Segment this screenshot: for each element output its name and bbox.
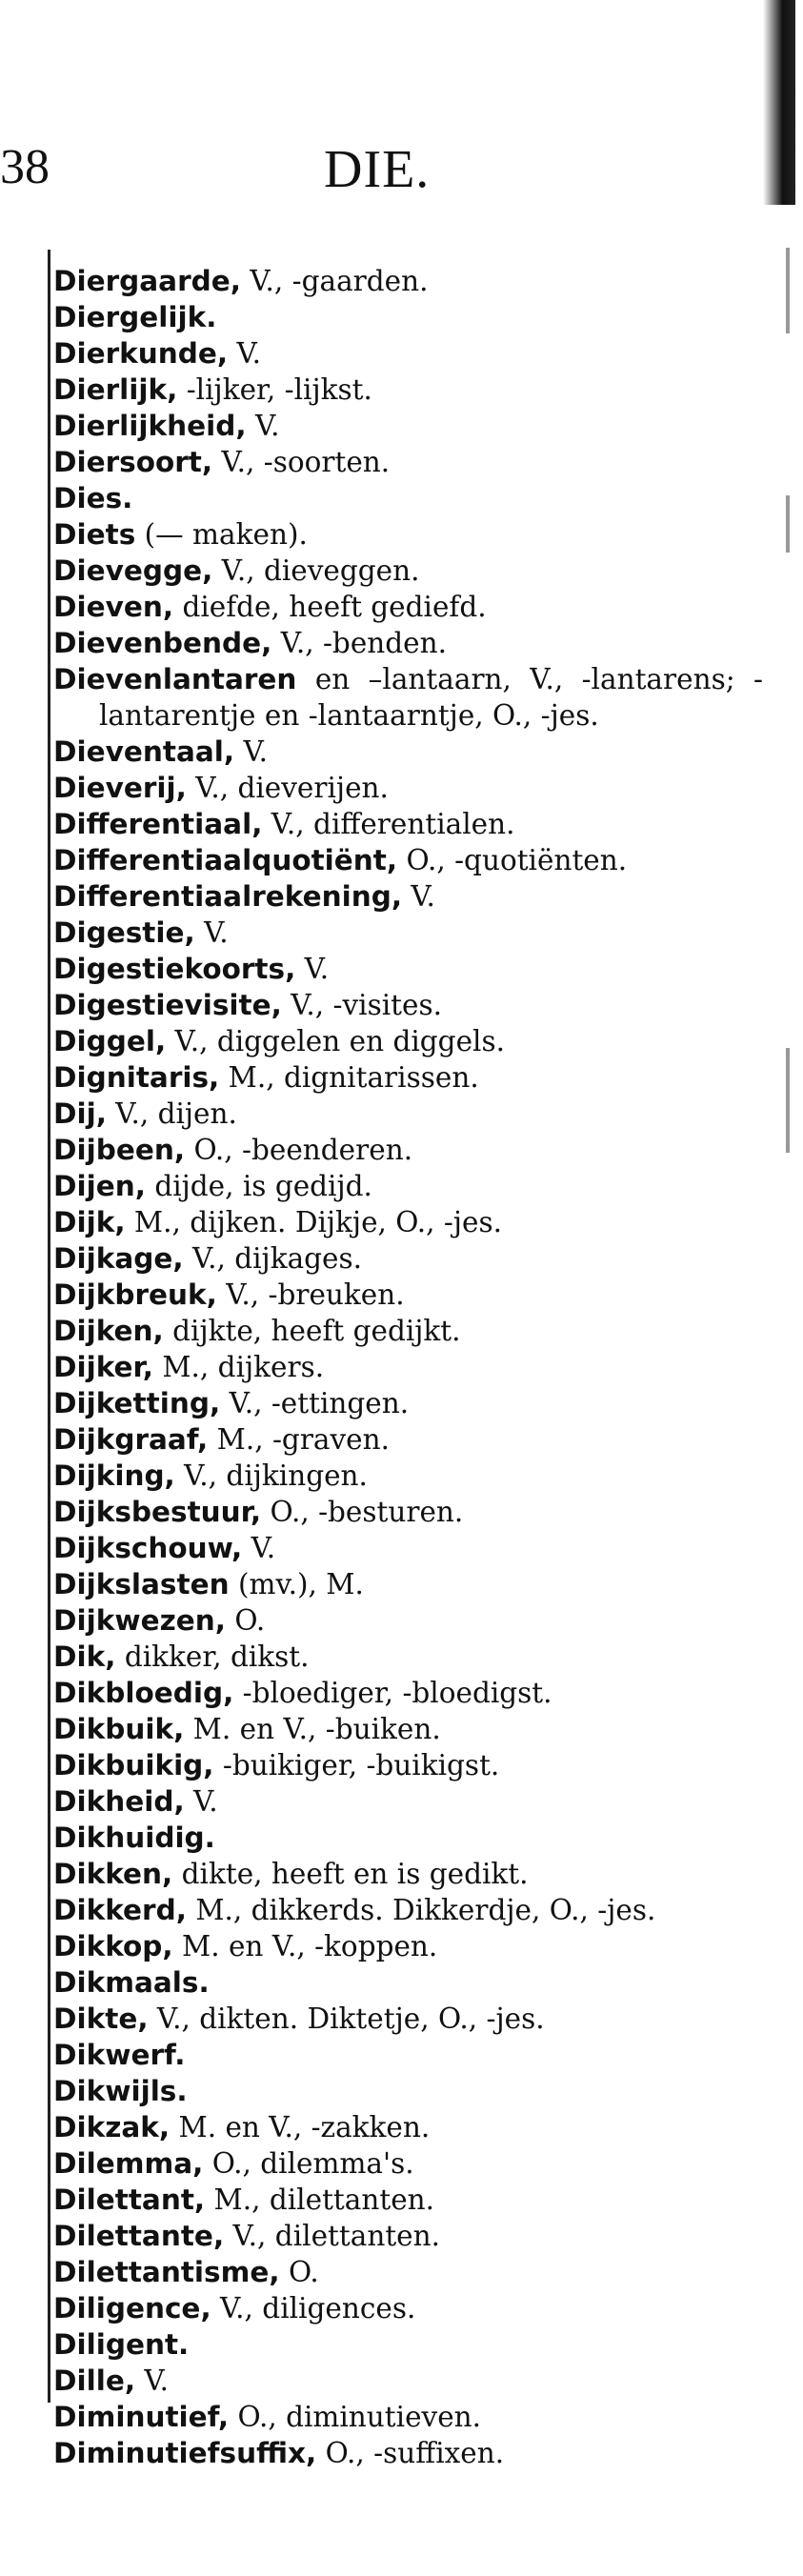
binding-speck — [786, 248, 790, 333]
dictionary-entry — [53, 1964, 763, 2001]
dictionary-entry — [53, 1023, 763, 1059]
entry-definition: dikte, heeft en is gedikt. — [172, 1858, 529, 1890]
dictionary-entry — [53, 1313, 763, 1349]
entry-headword: Dignitaris, — [53, 1061, 220, 1094]
entry-headword: Differentiaalrekening, — [53, 880, 403, 913]
dictionary-entry — [53, 1349, 763, 1385]
entry-headword: Dikheid, — [53, 1785, 185, 1818]
dictionary-entry — [53, 372, 763, 408]
page-number: 38 — [0, 140, 50, 194]
dictionary-entry — [53, 842, 763, 878]
entry-headword: Diligent. — [53, 2328, 190, 2361]
entry-definition: en –lantaarn, V., -lantarens; -lantarentje en -lantaarntje, O., -jes. — [99, 663, 763, 732]
entry-headword: Dijking, — [53, 1459, 175, 1492]
dictionary-entry — [53, 951, 763, 987]
entry-headword: Dilettant, — [53, 2184, 206, 2216]
entry-headword: Dijkslasten — [53, 1568, 230, 1600]
entry-definition: V. — [295, 953, 330, 985]
entry-headword: Dijkschouw, — [53, 1532, 243, 1564]
entry-definition: V. — [402, 880, 435, 913]
dictionary-entry — [53, 1494, 763, 1530]
entry-definition: O., -besturen. — [261, 1496, 464, 1528]
dictionary-entry — [53, 2001, 763, 2037]
dictionary-entry — [53, 1385, 763, 1421]
entry-headword: Dikbloedig, — [53, 1677, 234, 1709]
entry-headword: Dikmaals. — [53, 1966, 210, 1999]
entry-headword: Dijkbreuk, — [53, 1278, 217, 1311]
dictionary-entry — [53, 1711, 763, 1747]
entry-definition: V. — [194, 916, 229, 949]
entry-definition: -bloediger, -bloedigst. — [233, 1677, 552, 1709]
entry-definition: V. — [234, 735, 268, 768]
binding-edge — [763, 0, 795, 205]
entry-headword: Differentiaalquotiënt, — [53, 844, 398, 876]
entry-definition: O., -suffixen. — [316, 2437, 505, 2469]
binding-speck — [786, 495, 790, 553]
dictionary-entry — [53, 1059, 763, 1096]
dictionary-entry — [53, 2254, 763, 2290]
entry-definition: O., diminutieven. — [229, 2401, 482, 2433]
binding-speck — [786, 1048, 790, 1153]
entry-definition: V. — [135, 2365, 169, 2397]
dictionary-entry — [53, 408, 763, 444]
entry-definition: V., dieverijen. — [186, 772, 389, 804]
entry-definition: O., -quotiënten. — [397, 844, 628, 876]
entry-headword: Dikwerf. — [53, 2039, 186, 2071]
entry-headword: Dij, — [53, 1097, 107, 1130]
entry-headword: Dievenlantaren — [53, 663, 297, 695]
entry-headword: Diggel, — [53, 1025, 167, 1057]
entry-definition: O., -beenderen. — [185, 1134, 413, 1166]
dictionary-entry — [53, 1132, 763, 1168]
dictionary-entry — [53, 661, 763, 734]
dictionary-entry — [53, 2145, 763, 2182]
entry-headword: Diergaarde, — [53, 265, 241, 297]
entry-headword: Dijketting, — [53, 1387, 221, 1419]
entry-headword: Dievegge, — [53, 554, 213, 587]
entry-headword: Dijbeen, — [53, 1134, 186, 1166]
entry-headword: Dierlijk, — [53, 373, 178, 406]
entry-definition: V., dijkages. — [183, 1242, 363, 1275]
entry-headword: Dijkgraaf, — [53, 1423, 209, 1456]
entry-headword: Dilemma, — [53, 2147, 204, 2180]
entry-definition: V., -ettingen. — [220, 1387, 410, 1419]
entry-headword: Dikkerd, — [53, 1894, 187, 1926]
entry-headword: Dikwijls. — [53, 2075, 188, 2107]
dictionary-entry — [53, 806, 763, 842]
dictionary-entry — [53, 299, 763, 335]
dictionary-entry — [53, 2109, 763, 2145]
entry-definition: V., -visites. — [281, 989, 442, 1021]
entry-definition: O. — [225, 1604, 266, 1637]
dictionary-entry — [53, 2435, 763, 2471]
entry-definition: diefde, heeft gediefd. — [173, 591, 487, 623]
entry-definition: V., dijen. — [106, 1097, 237, 1130]
entry-definition: V. — [242, 1532, 276, 1564]
entry-definition: M., dilettanten. — [205, 2184, 435, 2216]
dictionary-entry — [53, 2399, 763, 2435]
entry-definition: V., -gaarden. — [240, 265, 429, 297]
entry-definition: M. en V., -zakken. — [170, 2111, 431, 2143]
entry-definition: M., dignitarissen. — [219, 1061, 479, 1094]
dictionary-entry — [53, 734, 763, 770]
dictionary-entry — [53, 1639, 763, 1675]
dictionary-entry — [53, 1096, 763, 1132]
entry-headword: Dikbuik, — [53, 1713, 185, 1745]
entry-definition: V., dikten. Diktetje, O., -jes. — [148, 2002, 545, 2035]
dictionary-entry — [53, 878, 763, 915]
entry-definition: (mv.), M. — [229, 1568, 364, 1600]
entry-headword: Dierlijkheid, — [53, 410, 247, 442]
dictionary-entry — [53, 335, 763, 372]
entry-headword: Digestiekoorts, — [53, 953, 296, 985]
entry-definition: V., -benden. — [271, 627, 447, 659]
dictionary-entry — [53, 1240, 763, 1277]
dictionary-entry — [53, 444, 763, 480]
entry-headword: Dikbuikig, — [53, 1749, 214, 1781]
dictionary-entry — [53, 1856, 763, 1892]
entry-headword: Dievenbende, — [53, 627, 272, 659]
entry-headword: Dik, — [53, 1640, 116, 1673]
dictionary-entry — [53, 516, 763, 553]
entry-definition: M., dijkers. — [152, 1351, 325, 1383]
dictionary-entry — [53, 1928, 763, 1964]
entry-definition: M., -graven. — [208, 1423, 391, 1456]
dictionary-entry — [53, 625, 763, 661]
dictionary-entry — [53, 1602, 763, 1639]
dictionary-entry — [53, 480, 763, 516]
dictionary-entry — [53, 1675, 763, 1711]
dictionary-entry — [53, 1530, 763, 1566]
dictionary-entry — [53, 553, 763, 589]
entry-headword: Digestie, — [53, 916, 195, 949]
entry-headword: Dijker, — [53, 1351, 153, 1383]
entry-definition: V., dijkingen. — [174, 1459, 368, 1492]
entry-definition: V. — [246, 410, 280, 442]
dictionary-entry — [53, 987, 763, 1023]
entry-headword: Differentiaal, — [53, 808, 263, 840]
entry-headword: Dilettante, — [53, 2220, 225, 2252]
entry-definition: V. — [228, 337, 262, 370]
dictionary-entry — [53, 2037, 763, 2073]
entry-headword: Dijk, — [53, 1206, 126, 1238]
entry-headword: Dieventaal, — [53, 735, 235, 768]
entry-headword: Dikzak, — [53, 2111, 171, 2143]
entry-definition: V., -soorten. — [212, 446, 391, 478]
dictionary-entry — [53, 1421, 763, 1458]
entry-headword: Dille, — [53, 2365, 136, 2397]
entry-headword: Dieverij, — [53, 772, 187, 804]
dictionary-entry — [53, 1783, 763, 1820]
dictionary-entry — [53, 1277, 763, 1313]
entry-definition: M. en V., -koppen. — [172, 1930, 438, 1962]
entry-definition: dijde, is gedijd. — [145, 1170, 372, 1202]
entry-definition: O., dilemma's. — [203, 2147, 414, 2180]
dictionary-entry — [53, 1168, 763, 1204]
entry-definition: O. — [279, 2256, 319, 2288]
entry-headword: Dikken, — [53, 1858, 173, 1890]
entry-definition: V., diggelen en diggels. — [166, 1025, 505, 1057]
entry-headword: Dijksbestuur, — [53, 1496, 262, 1528]
dictionary-entry — [53, 2290, 763, 2326]
entry-headword: Diergelijk. — [53, 301, 217, 333]
entry-headword: Dilettantisme, — [53, 2256, 280, 2288]
dictionary-entry — [53, 2363, 763, 2399]
entry-headword: Dikkop, — [53, 1930, 173, 1962]
entry-headword: Dijen, — [53, 1170, 146, 1202]
entry-list — [53, 263, 763, 2471]
dictionary-entry — [53, 1204, 763, 1240]
entry-definition: (— maken). — [135, 518, 308, 551]
entry-headword: Dijkwezen, — [53, 1604, 226, 1637]
entry-headword: Dieven, — [53, 591, 174, 623]
dictionary-entry — [53, 2218, 763, 2254]
entry-headword: Dierkunde, — [53, 337, 229, 370]
entry-definition: M., dikkerds. Dikkerdje, O., -jes. — [186, 1894, 656, 1926]
dictionary-entry — [53, 263, 763, 299]
entry-headword: Dies. — [53, 482, 133, 514]
entry-headword: Diets — [53, 518, 136, 551]
dictionary-entry — [53, 2326, 763, 2363]
dictionary-entry — [53, 2073, 763, 2109]
entry-headword: Dikte, — [53, 2002, 149, 2035]
entry-headword: Digestievisite, — [53, 989, 282, 1021]
dictionary-entry — [53, 1458, 763, 1494]
entry-headword: Diersoort, — [53, 446, 213, 478]
dictionary-entry — [53, 1892, 763, 1928]
entry-definition: V., dieveggen. — [212, 554, 420, 587]
entry-definition: -buikiger, -buikigst. — [213, 1749, 500, 1781]
entry-definition: M. en V., -buiken. — [184, 1713, 441, 1745]
entry-definition: M., dijken. Dijkje, O., -jes. — [125, 1206, 502, 1238]
dictionary-entry — [53, 1747, 763, 1783]
entry-headword: Dijken, — [53, 1315, 164, 1347]
dictionary-entry — [53, 589, 763, 625]
entry-definition: dikker, dikst. — [115, 1640, 310, 1673]
entry-headword: Dikhuidig. — [53, 1821, 215, 1854]
entry-headword: Diligence, — [53, 2292, 211, 2324]
entry-definition: V., diligences. — [211, 2292, 416, 2324]
entry-headword: Diminutief, — [53, 2401, 230, 2433]
dictionary-entry — [53, 770, 763, 806]
dictionary-entry — [53, 1566, 763, 1602]
entry-headword: Diminutiefsuffix, — [53, 2437, 317, 2469]
entry-definition: dijkte, heeft gedijkt. — [163, 1315, 461, 1347]
dictionary-entry — [53, 915, 763, 951]
dictionary-entry — [53, 2182, 763, 2218]
column-rule — [48, 250, 50, 2403]
entry-definition: V. — [184, 1785, 218, 1818]
entry-definition: V., dilettanten. — [224, 2220, 441, 2252]
dictionary-entry — [53, 1820, 763, 1856]
running-head: DIE. — [324, 140, 431, 199]
entry-definition: V., -breuken. — [216, 1278, 405, 1311]
entry-definition: V., differentialen. — [262, 808, 515, 840]
entry-headword: Dijkage, — [53, 1242, 184, 1275]
entry-definition: -lijker, -lijkst. — [177, 373, 372, 406]
